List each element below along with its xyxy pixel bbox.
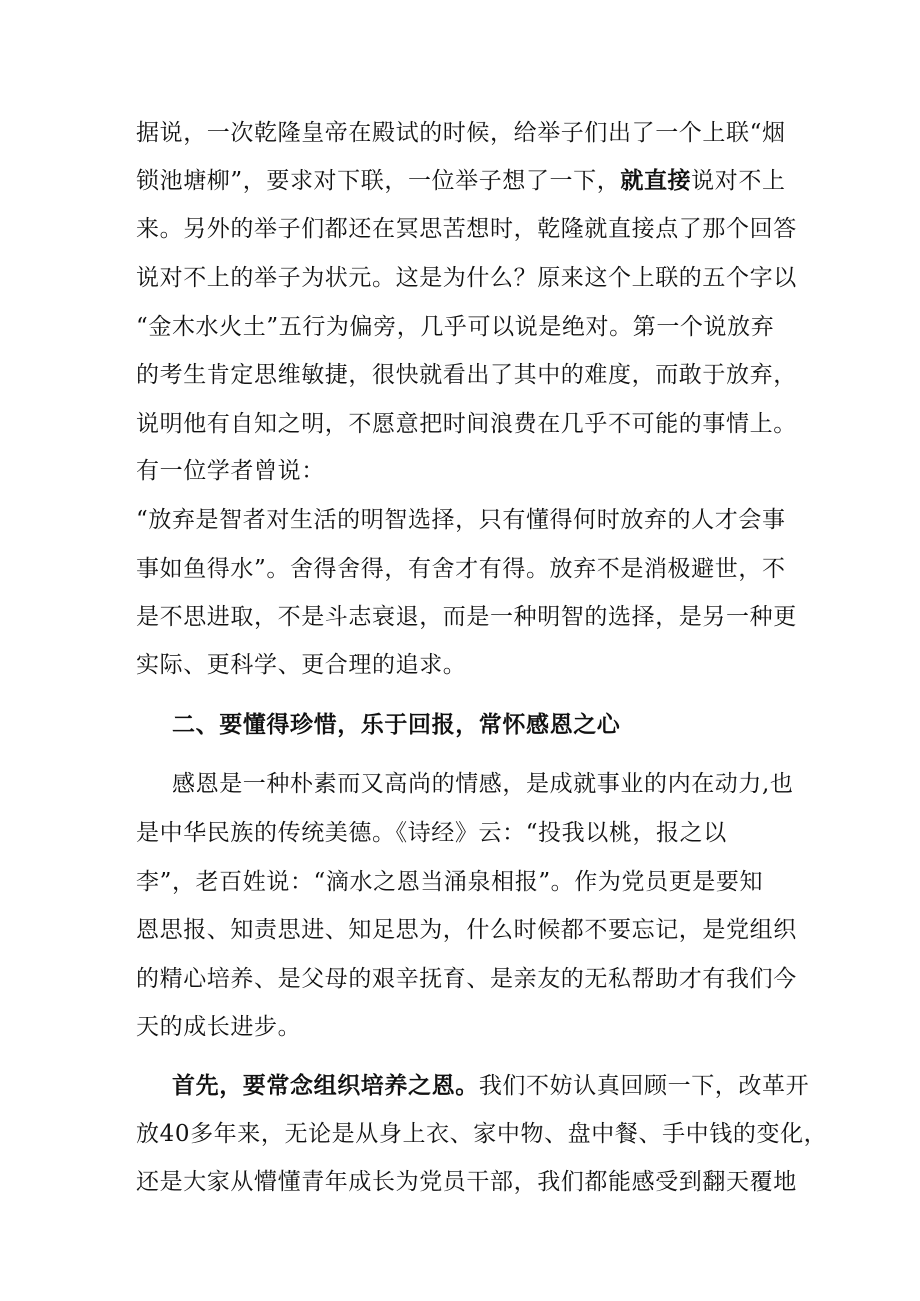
p3-line-4: 恩思报、知责思进、知足思为，什么时候都不要忘记，是党组织 (136, 917, 797, 943)
p2-line-4: 实际、更科学、更合理的追求。 (136, 652, 467, 678)
p1-line-2-text-c: 说对不上 (691, 168, 786, 194)
p1-line-2-text-a: 锁池塘柳”，要求对下联，一位举子想了一下， (136, 168, 621, 194)
p3-line-6: 天的成长进步。 (136, 1014, 302, 1040)
p1-line-2-bold: 就直接 (620, 167, 692, 194)
p4-line-1-bold: 首先，要常念组织培养之恩。 (172, 1072, 479, 1099)
p2-line-1: “放弃是智者对生活的明智选择，只有懂得何时放弃的人才会事 (136, 507, 786, 533)
p2-line-2: 事如鱼得水”。舍得舍得，有舍才有得。放弃不是消极避世，不 (136, 556, 786, 582)
p3-line-1: 感恩是一种朴素而又高尚的情感，是成就事业的内在动力,也 (172, 771, 794, 797)
p4-line-2: 放40多年来，无论是从身上衣、家中物、盘中餐、手中钱的变化， (136, 1121, 828, 1147)
p1-line-1: 据说，一次乾隆皇帝在殿试的时候，给举子们出了一个上联“烟 (136, 120, 786, 146)
p1-line-5: “金木水火土”五行为偏旁，几乎可以说是绝对。第一个说放弃 (136, 314, 775, 340)
p4-line-3: 还是大家从懵懂青年成长为党员干部，我们都能感受到翻天覆地 (136, 1169, 797, 1195)
p4-line-1 (172, 1070, 809, 1102)
p1-line-4: 说对不上的举子为状元。这是为什么？原来这个上联的五个字以 (136, 265, 797, 291)
p2-line-3: 是不思进取，不是斗志衰退，而是一种明智的选择，是另一种更 (136, 604, 797, 630)
p4-line-1-text: 我们不妨认真回顾一下，改革开 (478, 1073, 810, 1099)
p1-line-2 (136, 165, 786, 197)
p1-line-6: 的考生肯定思维敏捷，很快就看出了其中的难度，而敢于放弃， (136, 362, 797, 388)
p3-line-2: 是中华民族的传统美德。《诗经》云：“投我以桃，报之以 (136, 820, 727, 846)
section-heading-2: 二、要懂得珍惜，乐于回报，常怀感恩之心 (172, 711, 621, 738)
p1-line-8: 有一位学者曾说： (136, 458, 325, 484)
p3-line-5: 的精心培养、是父母的艰辛抚育、是亲友的无私帮助才有我们今 (136, 966, 797, 992)
p1-line-3: 来。另外的举子们都还在冥思苦想时，乾隆就直接点了那个回答 (136, 216, 797, 242)
p3-line-3: 李”，老百姓说：“滴水之恩当涌泉相报”。作为党员更是要知 (136, 869, 764, 895)
p1-line-7: 说明他有自知之明，不愿意把时间浪费在几乎不可能的事情上。 (136, 411, 797, 437)
